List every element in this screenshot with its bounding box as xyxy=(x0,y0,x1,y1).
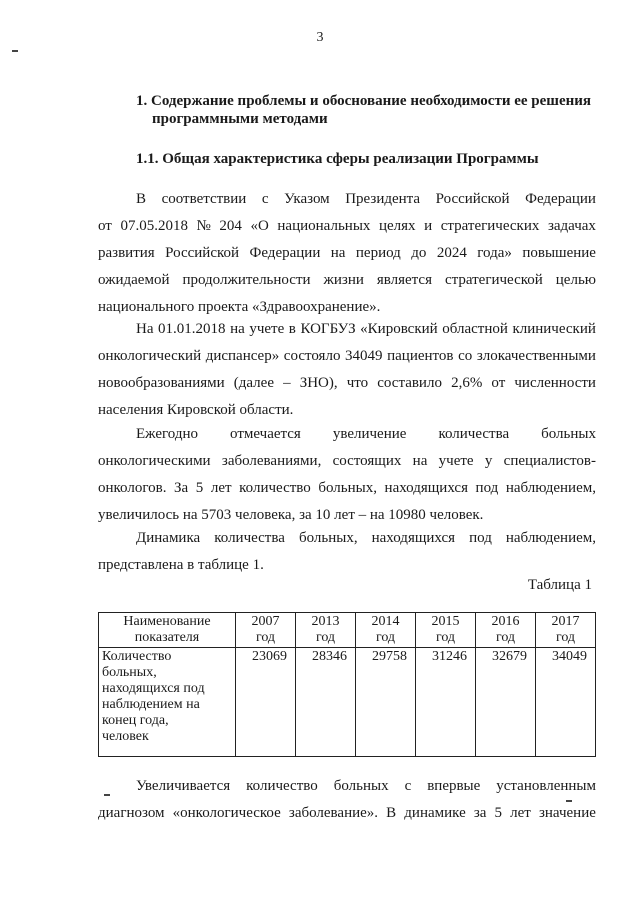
scan-artifact-mark xyxy=(12,50,18,52)
word: онкологическими xyxy=(98,453,211,469)
paragraph-line xyxy=(98,213,596,240)
paragraph-line: представлена в таблице 1. xyxy=(98,557,264,573)
header-year xyxy=(476,613,536,648)
word: Ежегодно xyxy=(136,426,198,442)
word: наблюдением, xyxy=(505,530,596,546)
row-label-line: находящихся под xyxy=(102,681,205,696)
word: «О xyxy=(250,218,269,234)
year-label: 2014 xyxy=(371,614,400,629)
word: 07.05.2018 xyxy=(120,218,188,234)
word: на xyxy=(230,321,245,337)
paragraph-decree xyxy=(98,186,596,321)
word: ожидаемой xyxy=(98,272,170,288)
word: клинический xyxy=(512,321,596,337)
word: Российской xyxy=(165,245,240,261)
page-number: 3 xyxy=(316,30,324,45)
year-suffix: год xyxy=(255,630,276,645)
paragraph-increase xyxy=(98,421,596,529)
row-label-line: Количество xyxy=(102,649,172,664)
table-cell-value: 29758 xyxy=(356,648,416,757)
paragraph-dynamics xyxy=(98,525,596,579)
header-year xyxy=(536,613,596,648)
paragraph-line: национального проекта «Здравоохранение». xyxy=(98,299,381,315)
word: в xyxy=(288,321,296,337)
section-heading-1-line1: 1. Содержание проблемы и обоснование необходимости ее решения xyxy=(136,93,592,109)
word: учете xyxy=(438,453,474,469)
word: находящихся xyxy=(371,530,456,546)
word: 204 xyxy=(219,218,242,234)
word: под xyxy=(475,480,499,496)
paragraph-line xyxy=(98,421,596,448)
year-label: 2015 xyxy=(431,614,460,629)
scan-artifact-mark xyxy=(104,794,110,796)
word: ЗНО), xyxy=(299,375,338,391)
word: В xyxy=(136,191,147,207)
paragraph-line xyxy=(98,800,596,827)
word: больных xyxy=(333,778,389,794)
word: Динамика xyxy=(136,530,201,546)
word: целях xyxy=(378,218,416,234)
paragraph-line xyxy=(98,267,596,294)
word: со xyxy=(458,348,473,364)
word: составило xyxy=(377,375,442,391)
word: 5 xyxy=(494,805,503,821)
word: 2,6% xyxy=(451,375,483,391)
header-year xyxy=(296,613,356,648)
word: на xyxy=(412,453,428,469)
word: заболевание». xyxy=(288,805,379,821)
word: пациентов xyxy=(387,348,454,364)
word: увеличение xyxy=(332,426,407,442)
table-cell-value: 34049 xyxy=(536,648,596,757)
year-label: 2016 xyxy=(491,614,520,629)
table-cell-value: 31246 xyxy=(416,648,476,757)
patients-table xyxy=(98,612,596,757)
word: с xyxy=(404,778,412,794)
row-label-line: конец года, xyxy=(102,713,169,728)
word: Российской xyxy=(435,191,510,207)
word: В xyxy=(386,805,397,821)
word: национальных xyxy=(277,218,371,234)
word: у xyxy=(484,453,493,469)
paragraph-line: увеличилось на 5703 человека, за 10 лет – на 10980 человек. xyxy=(98,507,484,523)
word: впервые xyxy=(427,778,481,794)
paragraph-new-cases xyxy=(98,773,596,827)
word: до xyxy=(411,245,427,261)
word: развития xyxy=(98,245,155,261)
word: На xyxy=(136,321,154,337)
year-suffix: год xyxy=(555,630,576,645)
word: заболеваниями, xyxy=(221,453,322,469)
header-year xyxy=(416,613,476,648)
header-year xyxy=(356,613,416,648)
word: Увеличивается xyxy=(136,778,231,794)
header-year xyxy=(236,613,296,648)
word: За xyxy=(174,480,189,496)
word: от xyxy=(491,375,506,391)
paragraph-line xyxy=(98,773,596,800)
word: года» xyxy=(477,245,512,261)
word: соответствии xyxy=(161,191,247,207)
word: состояло xyxy=(283,348,341,364)
paragraph-line xyxy=(98,475,596,502)
word: на xyxy=(330,245,346,261)
word: диспансер» xyxy=(205,348,280,364)
word: Указом xyxy=(284,191,330,207)
word: отмечается xyxy=(230,426,301,442)
word: находящихся xyxy=(384,480,468,496)
word: задачах xyxy=(547,218,596,234)
word: количество xyxy=(239,480,311,496)
paragraph-line xyxy=(98,186,596,213)
word: лет xyxy=(510,805,531,821)
word: «онкологическое xyxy=(172,805,281,821)
table-row xyxy=(99,648,596,757)
table-cell-value: 32679 xyxy=(476,648,536,757)
word: диагнозом xyxy=(98,805,165,821)
word: установленным xyxy=(496,778,596,794)
year-label: 2013 xyxy=(311,614,340,629)
year-suffix: год xyxy=(495,630,516,645)
word: повышение xyxy=(522,245,596,261)
word: наблюдением, xyxy=(505,480,596,496)
table-caption: Таблица 1 xyxy=(527,577,592,593)
word: больных, xyxy=(298,530,358,546)
table-header-row xyxy=(99,613,596,648)
row-label-line: наблюдением на xyxy=(102,697,200,712)
word: онкологический xyxy=(98,348,202,364)
word: количества xyxy=(438,426,510,442)
paragraph-line xyxy=(98,316,596,343)
word: стратегической xyxy=(444,272,543,288)
year-label: 2007 xyxy=(251,614,280,629)
word: под xyxy=(469,530,492,546)
paragraph-line: населения Кировской области. xyxy=(98,402,294,418)
word: (далее xyxy=(233,375,274,391)
scan-artifact-mark xyxy=(566,800,572,802)
word: Федерации xyxy=(525,191,596,207)
word: онкологов. xyxy=(98,480,167,496)
paragraph-line xyxy=(98,448,596,475)
header-indicator-name xyxy=(99,613,236,648)
word: за xyxy=(473,805,487,821)
word: и xyxy=(424,218,433,234)
word: больных, xyxy=(318,480,377,496)
table-cell-value: 23069 xyxy=(236,648,296,757)
table-cell-value: 28346 xyxy=(296,648,356,757)
word: количества xyxy=(214,530,285,546)
paragraph-line xyxy=(98,343,596,370)
word: стратегических xyxy=(440,218,540,234)
paragraph-line xyxy=(98,525,596,552)
year-suffix: год xyxy=(375,630,396,645)
word: больных xyxy=(541,426,596,442)
year-label: 2017 xyxy=(551,614,580,629)
word: Федерации xyxy=(249,245,321,261)
word: период xyxy=(355,245,401,261)
word: лет xyxy=(210,480,232,496)
row-label xyxy=(99,648,236,757)
word: что xyxy=(346,375,369,391)
word: – xyxy=(283,375,291,391)
word: состоящих xyxy=(332,453,402,469)
word: новообразованиями xyxy=(98,375,225,391)
section-heading-1-1: 1.1. Общая характеристика сферы реализации Программы xyxy=(136,151,539,167)
paragraph-line xyxy=(98,370,596,397)
word: 5 xyxy=(195,480,204,496)
word: продолжительности xyxy=(182,272,311,288)
word: специалистов- xyxy=(503,453,596,469)
paragraph-patients xyxy=(98,316,596,424)
year-suffix: год xyxy=(315,630,336,645)
word: динамике xyxy=(404,805,466,821)
word: от xyxy=(98,218,112,234)
row-label-line: больных, xyxy=(102,665,157,680)
header-indicator-line2: показателя xyxy=(134,630,200,645)
word: № xyxy=(196,218,211,234)
word: численности xyxy=(514,375,596,391)
word: жизни xyxy=(323,272,364,288)
word: учете xyxy=(249,321,285,337)
word: является xyxy=(376,272,432,288)
word: с xyxy=(261,191,269,207)
word: количество xyxy=(246,778,318,794)
paragraph-line xyxy=(98,240,596,267)
section-heading-1-line2: программными методами xyxy=(152,111,328,127)
word: 2024 xyxy=(436,245,467,261)
word: 01.01.2018 xyxy=(158,321,226,337)
section-heading-1 xyxy=(136,92,606,128)
word: КОГБУЗ xyxy=(300,321,356,337)
word: целью xyxy=(555,272,596,288)
word: 34049 xyxy=(345,348,383,364)
word: «Кировский xyxy=(360,321,438,337)
row-label-line: человек xyxy=(102,729,149,744)
word: Президента xyxy=(345,191,421,207)
year-suffix: год xyxy=(435,630,456,645)
header-indicator-line1: Наименование xyxy=(123,614,211,629)
word: злокачественными xyxy=(476,348,596,364)
word: значение xyxy=(538,805,596,821)
word: областной xyxy=(442,321,508,337)
